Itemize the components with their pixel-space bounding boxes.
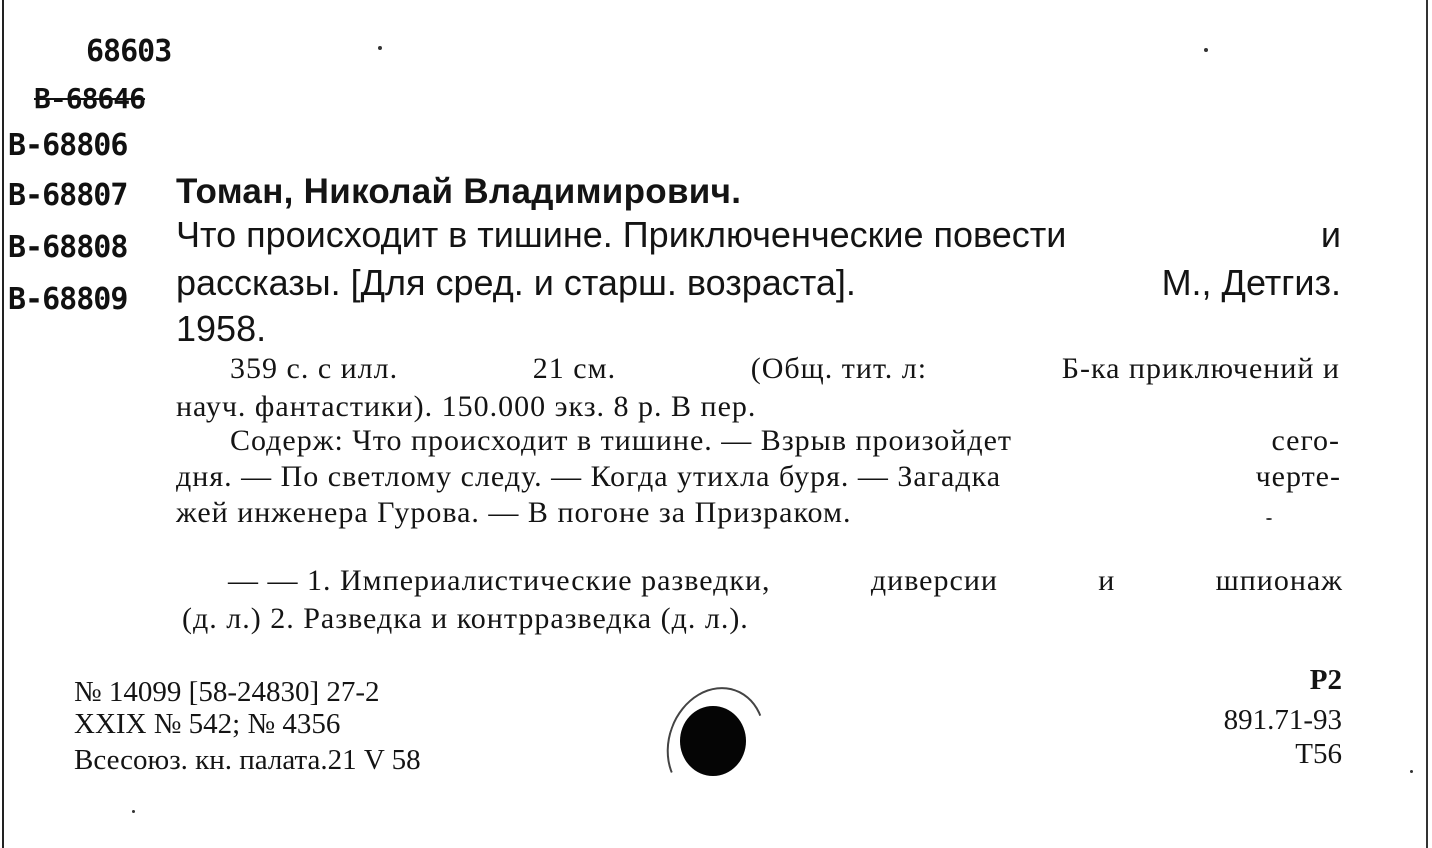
speck [1410,770,1413,773]
contents-text: сего- [1271,424,1340,457]
imprint-text: М., Детгиз. [1161,262,1341,303]
publisher-line: Всесоюз. кн. палата.21 V 58 [74,744,421,776]
collation-line [230,352,1340,386]
inventory-number: 68603 [86,34,172,69]
subject-text: и [1098,564,1116,597]
collation-text: (Общ. тит. л: [750,352,928,385]
punch-hole [680,706,746,776]
chronicle-reference: XXIX № 542; № 4356 [74,708,341,740]
inventory-number: В-68808 [8,230,128,265]
inventory-number: В-68807 [8,178,128,213]
collation-text: Б-ка приключений и [1061,352,1340,385]
speck [378,46,382,50]
subject-text: — — 1. Империалистические разведки, [228,564,771,597]
contents-text: Содерж: Что происходит в тишине. — Взрыв произойдет [230,424,1013,457]
contents-line [176,460,1341,494]
title-text: Что происходит в тишине. Приключенческие повести [176,214,1067,255]
inventory-number: В-68809 [8,282,128,317]
udc-code: 891.71-93 [1223,704,1342,736]
subject-line: (д. л.) 2. Разведка и контрразведка (д. л.). [182,602,749,635]
contents-text: дня. — По светлому следу. — Когда утихла буря. — Загадка [176,460,1002,493]
contents-line: жей инженера Гурова. — В погоне за Призраком. [176,496,852,529]
imprint-year: 1958. [176,308,267,349]
author-heading: Томан, Николай Владимирович. [176,172,742,211]
author-mark: Т56 [1295,738,1342,770]
subject-line [228,564,1343,598]
inventory-number: В-68806 [8,128,128,163]
collation-text: 21 см. [532,352,617,385]
card-left-edge [2,0,4,848]
inventory-number-crossed: В-68646 [34,82,146,115]
speck [1266,518,1272,520]
title-line [176,262,1341,304]
title-text: и [1320,214,1341,255]
contents-line [230,424,1340,458]
collation-line: науч. фантастики). 150.000 экз. 8 р. В пер. [176,390,757,423]
contents-text: черте- [1255,460,1341,493]
subject-text: диверсии [870,564,998,597]
title-line [176,214,1341,256]
card-right-edge [1426,0,1428,848]
registration-number: № 14099 [58-24830] 27-2 [74,676,380,708]
title-text: рассказы. [Для сред. и старш. возраста]. [176,262,856,303]
subject-text: шпионаж [1215,564,1343,597]
speck [1204,48,1208,52]
speck [132,810,135,813]
classification-code: Р2 [1309,664,1342,696]
collation-text: 359 с. с илл. [230,352,399,385]
